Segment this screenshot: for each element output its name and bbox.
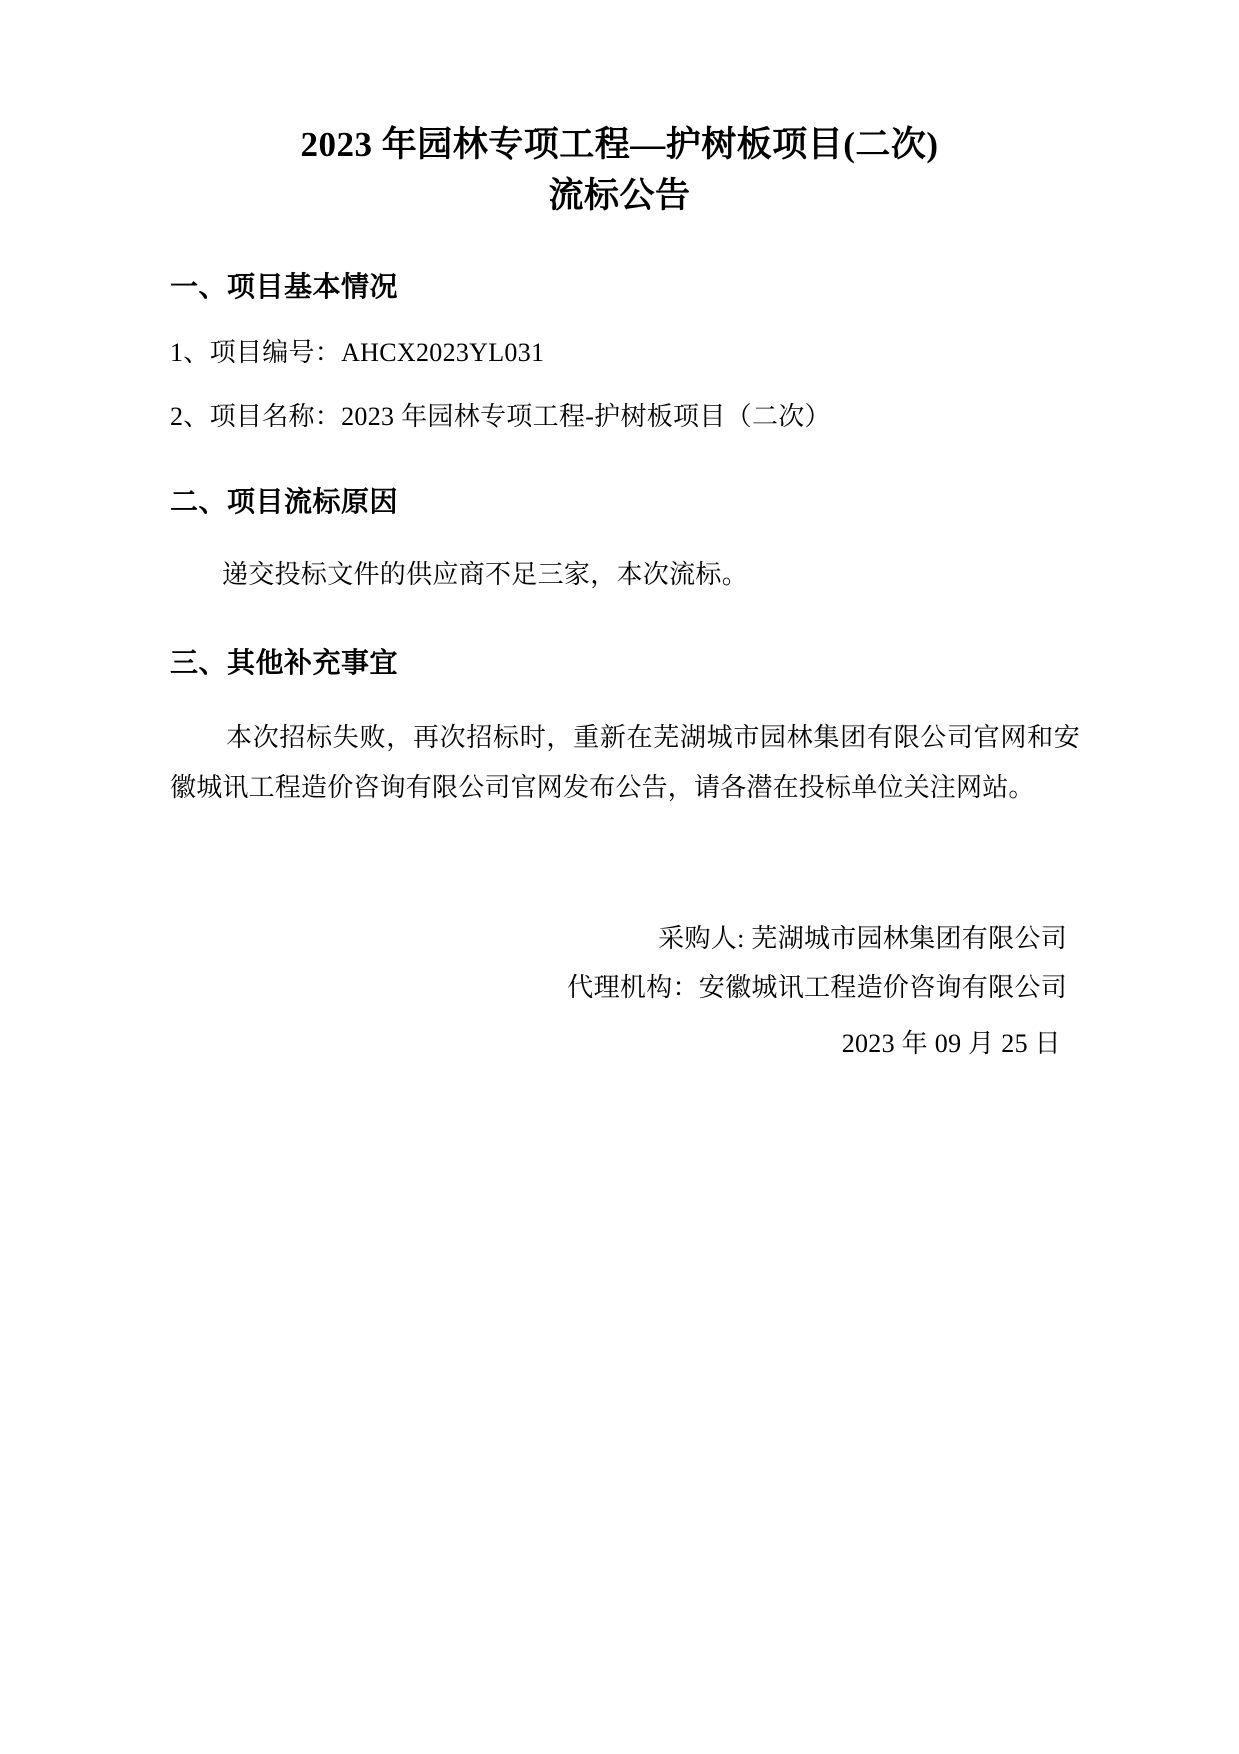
section-heading-failure-reason: 二、项目流标原因 [170,487,399,519]
section-heading-basic-info: 一、项目基本情况 [170,271,399,303]
page-title [150,120,1089,222]
failure-reason-text: 递交投标文件的供应商不足三家，本次流标。 [222,560,749,590]
project-name-line: 2、项目名称：2023 年园林专项工程-护树板项目（二次） [170,401,831,431]
signature-block [150,914,1089,1068]
purchaser-line: 采购人: 芜湖城市园林集团有限公司 [658,923,1067,953]
publish-date: 2023 年 09 月 25 日 [841,1028,1061,1058]
other-matters-text: 本次招标失败，再次招标时，重新在芜湖城市园林集团有限公司官网和安徽城讯工程造价咨询有限公司官网发布公告，请各潜在投标单位关注网站。 [170,722,1080,803]
title-line-2: 流标公告 [548,175,691,215]
project-number-line: 1、项目编号：AHCX2023YL031 [170,338,545,368]
section-heading-other-matters: 三、其他补充事宜 [170,647,399,679]
agency-line: 代理机构：安徽城讯工程造价咨询有限公司 [567,973,1067,1003]
title-line-1: 2023 年园林专项工程—护树板项目(二次) [300,125,939,164]
